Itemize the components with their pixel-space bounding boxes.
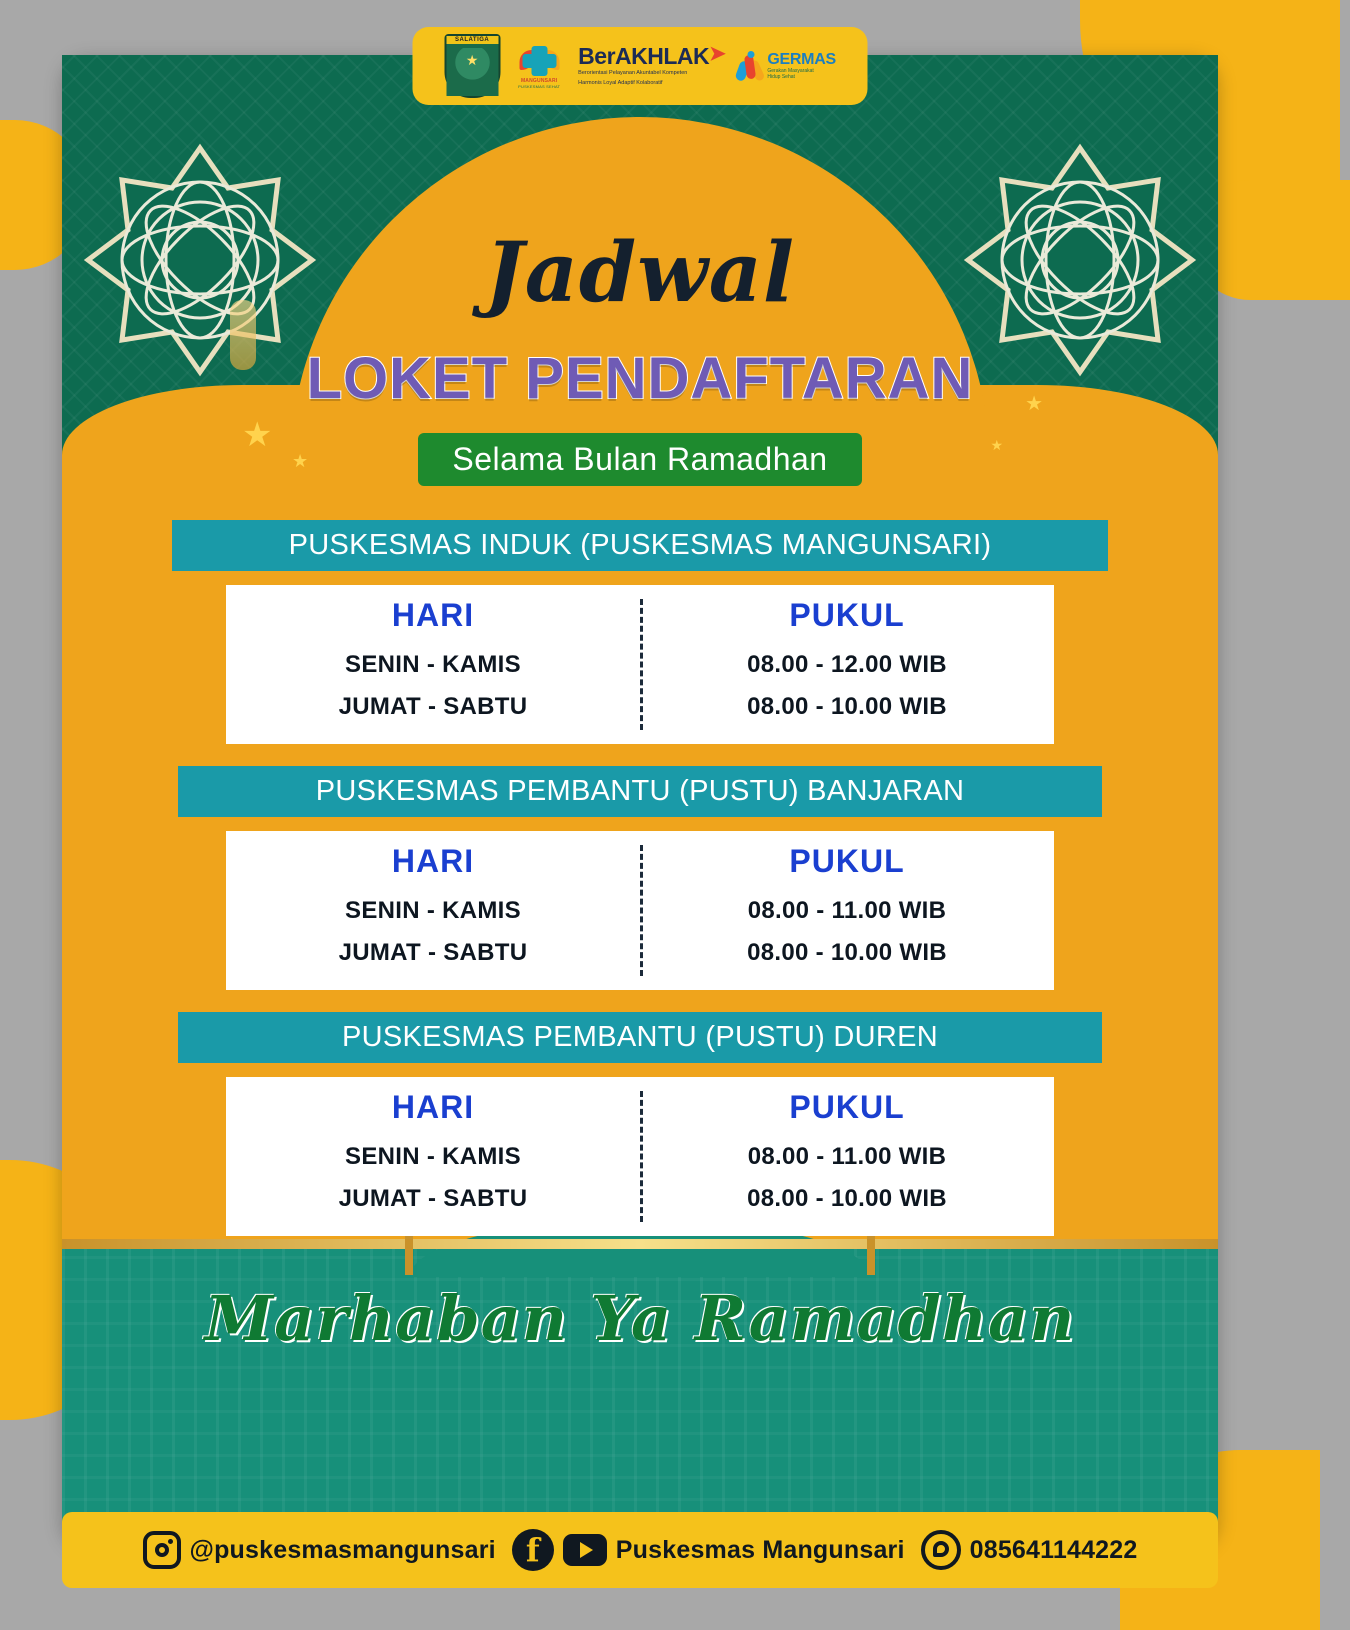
table-cell-day: JUMAT - SABTU xyxy=(338,1185,528,1212)
schedule-content xyxy=(62,520,1218,1258)
column-header-time: PUKUL xyxy=(789,597,905,633)
germas-people-icon xyxy=(735,51,763,81)
social-footer xyxy=(62,1512,1218,1588)
day-column xyxy=(226,597,640,728)
time-column xyxy=(640,1089,1054,1220)
germas-label: GERMAS xyxy=(767,50,836,68)
star-icon: ★ xyxy=(292,451,309,471)
day-column xyxy=(226,843,640,974)
crest-star-icon: ★ xyxy=(465,52,479,68)
whatsapp-item[interactable] xyxy=(921,1530,1138,1570)
health-cross-icon xyxy=(519,44,559,78)
column-header-day: HARI xyxy=(391,843,475,879)
table-cell-day: JUMAT - SABTU xyxy=(338,939,528,966)
table-cell-time: 08.00 - 11.00 WIB xyxy=(747,897,947,924)
table-cell-time: 08.00 - 10.00 WIB xyxy=(747,1185,947,1212)
schedule-section xyxy=(178,766,1102,990)
germas-logo xyxy=(735,51,835,81)
time-column xyxy=(640,843,1054,974)
schedule-table xyxy=(226,585,1054,744)
puskesmas-mangunsari-logo xyxy=(510,44,568,89)
facebook-youtube-name: Puskesmas Mangunsari xyxy=(615,1535,905,1564)
germas-sub2: Hidup Sehat xyxy=(767,74,795,80)
time-column xyxy=(640,597,1054,728)
instagram-icon[interactable] xyxy=(143,1531,181,1569)
column-header-day: HARI xyxy=(391,1089,475,1125)
instagram-handle: @puskesmasmangunsari xyxy=(189,1535,496,1564)
star-icon: ★ xyxy=(242,416,273,454)
arrow-icon: ➤ xyxy=(709,43,726,66)
mangunsari-sublabel: PUSKESMAS SEHAT xyxy=(518,83,561,89)
germas-sub1: Gerakan Masyarakat xyxy=(767,67,814,74)
whatsapp-number: 085641144222 xyxy=(969,1535,1138,1564)
table-cell-day: SENIN - KAMIS xyxy=(345,1143,521,1170)
schedule-section xyxy=(178,1012,1102,1236)
section-title: PUSKESMAS PEMBANTU (PUSTU) DUREN xyxy=(178,1012,1102,1063)
table-cell-time: 08.00 - 10.00 WIB xyxy=(747,939,947,966)
column-header-time: PUKUL xyxy=(789,843,905,879)
page-subtitle-badge: Selama Bulan Ramadhan xyxy=(418,433,861,486)
table-cell-time: 08.00 - 12.00 WIB xyxy=(747,651,947,678)
page-title-script: Jadwal xyxy=(484,225,796,321)
table-cell-day: SENIN - KAMIS xyxy=(345,651,521,678)
facebook-youtube-item[interactable] xyxy=(512,1529,905,1571)
greeting-text: Marhaban Ya Ramadhan xyxy=(204,1282,1076,1355)
berakhlak-sub2: Harmonis Loyal Adaptif Kolaboratif xyxy=(578,79,663,86)
star-icon: ★ xyxy=(1025,393,1043,415)
mangunsari-label: MANGUNSARI xyxy=(520,77,558,84)
whatsapp-icon[interactable] xyxy=(921,1530,961,1570)
day-column xyxy=(226,1089,640,1220)
table-cell-time: 08.00 - 10.00 WIB xyxy=(747,693,947,720)
berakhlak-sub1: Berorientasi Pelayanan Akuntabel Kompeten xyxy=(578,70,688,77)
instagram-item[interactable] xyxy=(143,1531,496,1569)
column-header-time: PUKUL xyxy=(789,1089,905,1125)
schedule-table xyxy=(226,1077,1054,1236)
salatiga-crest-logo xyxy=(444,34,500,98)
berakhlak-label: BerAKHLAK xyxy=(578,43,710,70)
youtube-icon[interactable] xyxy=(563,1534,607,1566)
schedule-section xyxy=(178,520,1102,744)
table-cell-time: 08.00 - 11.00 WIB xyxy=(747,1143,947,1170)
section-title: PUSKESMAS INDUK (PUSKESMAS MANGUNSARI) xyxy=(172,520,1108,571)
logo-bar xyxy=(413,27,868,105)
schedule-table xyxy=(226,831,1054,990)
berakhlak-logo xyxy=(578,45,725,87)
column-header-day: HARI xyxy=(391,597,475,633)
poster-card xyxy=(62,37,1218,1545)
table-cell-day: SENIN - KAMIS xyxy=(345,897,521,924)
star-icon: ★ xyxy=(990,437,1003,453)
section-title: PUSKESMAS PEMBANTU (PUSTU) BANJARAN xyxy=(178,766,1102,817)
crest-label: SALATIGA xyxy=(446,36,498,44)
facebook-icon[interactable]: f xyxy=(512,1529,554,1571)
page-title: LOKET PENDAFTARAN xyxy=(306,346,974,411)
table-cell-day: JUMAT - SABTU xyxy=(338,693,528,720)
